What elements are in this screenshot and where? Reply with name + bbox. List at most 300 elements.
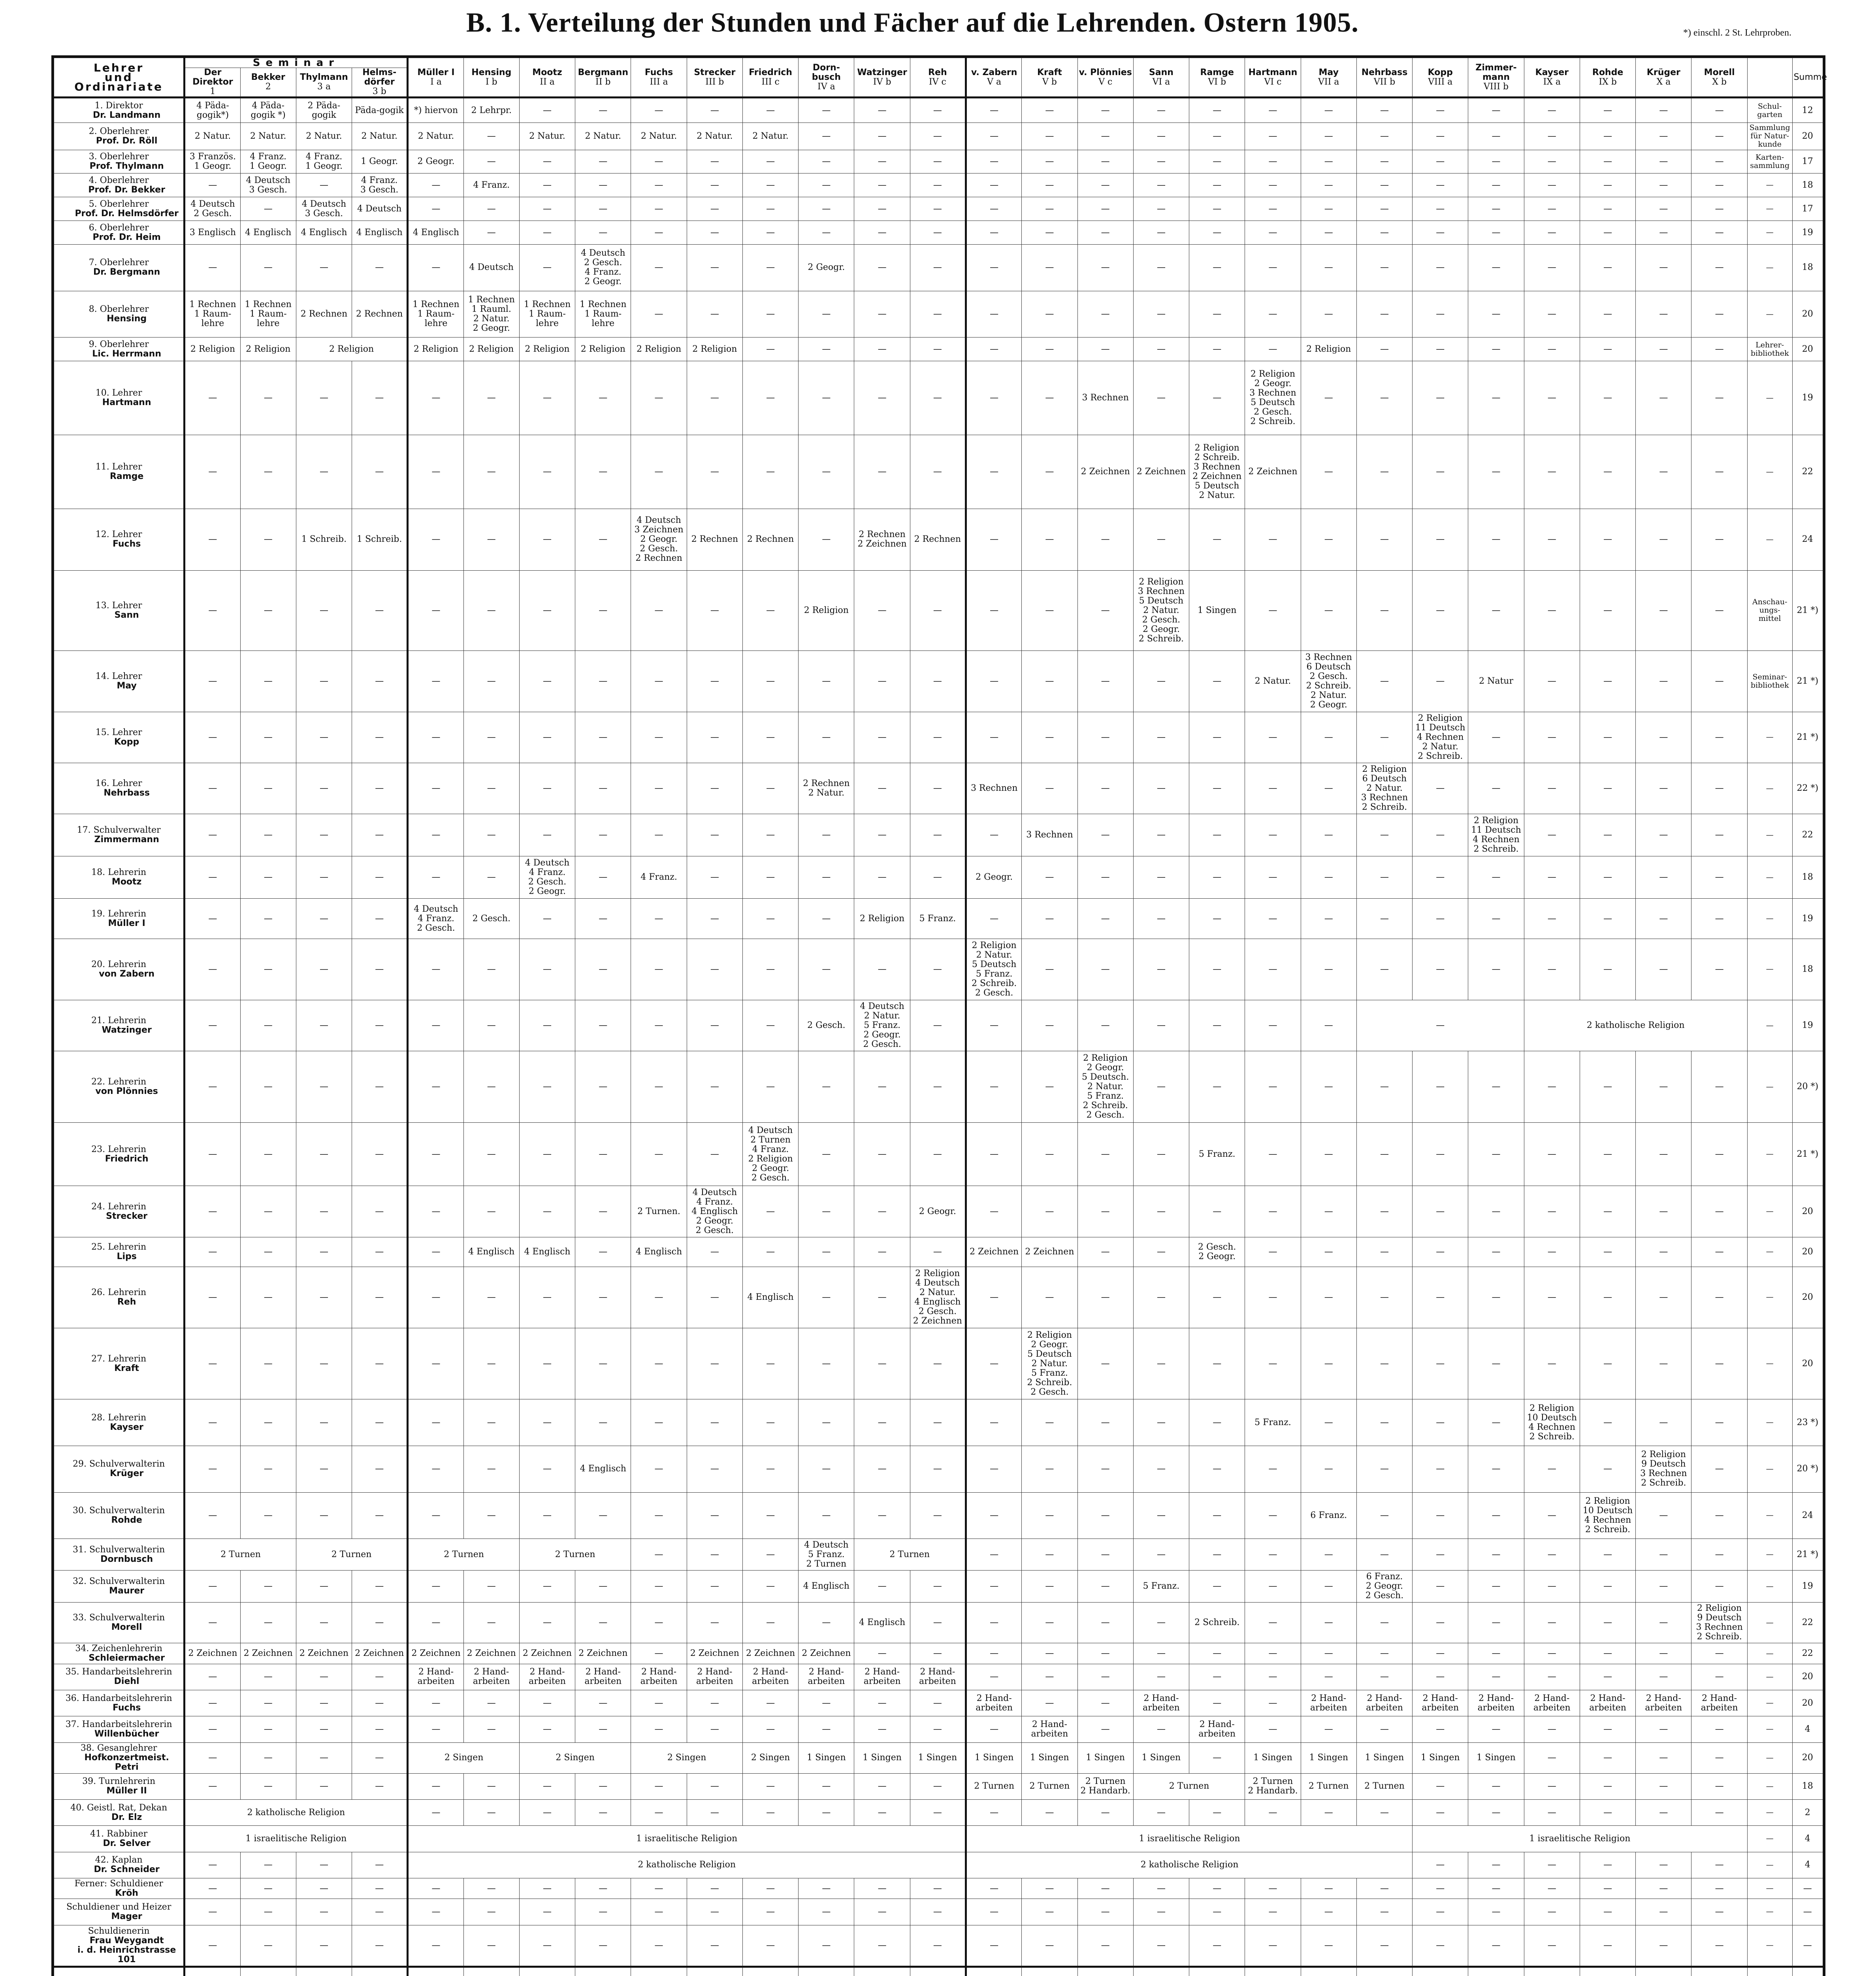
schedule-cell: — xyxy=(575,173,631,197)
schedule-cell: — xyxy=(854,338,910,361)
schedule-cell: — xyxy=(240,1000,296,1051)
schedule-cell: — xyxy=(1413,245,1468,291)
schedule-cell: — xyxy=(1524,509,1580,570)
schedule-cell: — xyxy=(687,150,742,173)
schedule-cell: — xyxy=(1077,1643,1133,1664)
schedule-cell: — xyxy=(1580,1051,1635,1123)
schedule-cell: — xyxy=(1077,1123,1133,1186)
schedule-cell: — xyxy=(1245,245,1301,291)
schedule-cell: 2 Zeichnen xyxy=(519,1643,575,1664)
schedule-cell: — xyxy=(742,856,798,899)
schedule-cell: — xyxy=(1133,221,1189,245)
schedule-cell: — xyxy=(631,650,687,712)
schedule-cell: — xyxy=(966,1399,1022,1446)
class-code: IV a xyxy=(817,81,835,92)
schedule-cell: 2 Hand-arbeiten xyxy=(408,1664,463,1690)
schedule-cell: — xyxy=(575,435,631,509)
seminar-group-header: Seminar xyxy=(185,58,408,68)
schedule-cell: — xyxy=(1580,1602,1635,1643)
teacher-row xyxy=(54,1826,1823,1852)
schedule-cell: — xyxy=(631,939,687,1000)
schedule-cell: — xyxy=(296,650,352,712)
schedule-cell: 2 Hand-arbeiten xyxy=(1468,1690,1524,1716)
schedule-cell: — xyxy=(631,1602,687,1643)
class-code: VI c xyxy=(1264,77,1282,87)
teacher-role: 23. Lehrerin xyxy=(91,1144,147,1154)
schedule-cell: — xyxy=(1022,173,1077,197)
class-code: 1 xyxy=(210,87,216,96)
schedule-cell: — xyxy=(185,1186,240,1237)
schedule-cell: — xyxy=(910,1446,966,1493)
schedule-cell: — xyxy=(463,570,519,650)
schedule-cell: — xyxy=(966,650,1022,712)
teacher-row xyxy=(54,1773,1823,1799)
column-total-cell xyxy=(687,1967,742,1976)
schedule-cell: — xyxy=(519,1602,575,1643)
schedule-cell: — xyxy=(1468,1399,1524,1446)
row-sum-cell: 4 xyxy=(1792,1826,1823,1852)
schedule-cell: — xyxy=(519,1051,575,1123)
schedule-cell: — xyxy=(966,1492,1022,1539)
teacher-label xyxy=(54,1492,185,1539)
class-column-header xyxy=(1636,58,1691,98)
schedule-cell: — xyxy=(1636,814,1691,856)
schedule-cell: 1 Geogr. xyxy=(352,150,408,173)
schedule-cell: — xyxy=(463,1799,519,1825)
schedule-cell: — xyxy=(296,361,352,435)
schedule-cell: 2 Hand-arbeiten xyxy=(1413,1690,1468,1716)
schedule-cell: — xyxy=(1524,1492,1580,1539)
schedule-cell: — xyxy=(1691,1267,1747,1328)
schedule-cell: — xyxy=(1133,361,1189,435)
schedule-cell: — xyxy=(1133,509,1189,570)
row-sum-cell: 20 xyxy=(1792,123,1823,150)
teacher-label xyxy=(54,1690,185,1716)
schedule-cell: — xyxy=(1245,173,1301,197)
schedule-cell: — xyxy=(240,1899,296,1925)
schedule-cell: — xyxy=(742,1539,798,1571)
schedule-cell: — xyxy=(1133,173,1189,197)
schedule-cell: — xyxy=(352,1267,408,1328)
schedule-cell: — xyxy=(1691,939,1747,1000)
schedule-cell: — xyxy=(1356,1899,1412,1925)
schedule-cell: — xyxy=(1077,509,1133,570)
schedule-cell: — xyxy=(1022,899,1077,939)
remarks-cell: — xyxy=(1747,1878,1792,1899)
teacher-role: 15. Lehrer xyxy=(95,727,142,737)
column-total-cell xyxy=(1301,1967,1356,1976)
schedule-cell: — xyxy=(1524,361,1580,435)
schedule-cell: — xyxy=(1413,1237,1468,1267)
schedule-cell: — xyxy=(1133,150,1189,173)
schedule-cell: — xyxy=(575,712,631,763)
schedule-cell: 2 Turnen xyxy=(854,1539,966,1571)
schedule-cell: 4 Englisch xyxy=(240,221,296,245)
schedule-cell: — xyxy=(1022,1799,1077,1825)
schedule-cell: — xyxy=(1245,221,1301,245)
schedule-cell: — xyxy=(1524,197,1580,221)
schedule-cell: — xyxy=(799,856,854,899)
schedule-cell: — xyxy=(854,291,910,338)
remarks-cell: — xyxy=(1747,1267,1792,1328)
schedule-cell: 2 Zeichnen xyxy=(966,1237,1022,1267)
schedule-cell: — xyxy=(1022,1899,1077,1925)
schedule-cell: — xyxy=(1580,1186,1635,1237)
schedule-cell: — xyxy=(799,150,854,173)
schedule-cell: — xyxy=(1524,1742,1580,1773)
schedule-cell: — xyxy=(1245,291,1301,338)
class-code: VI b xyxy=(1208,77,1226,87)
schedule-cell: — xyxy=(408,1799,463,1825)
schedule-cell: — xyxy=(240,899,296,939)
schedule-cell: — xyxy=(575,98,631,123)
schedule-cell: — xyxy=(631,221,687,245)
schedule-cell: — xyxy=(1691,814,1747,856)
schedule-cell: — xyxy=(1468,1492,1524,1539)
schedule-cell: 2 Religion xyxy=(408,338,463,361)
schedule-cell: — xyxy=(1077,338,1133,361)
schedule-cell: — xyxy=(910,361,966,435)
teacher-label xyxy=(54,1602,185,1643)
schedule-cell: 2 Geogr. xyxy=(408,150,463,173)
schedule-cell: — xyxy=(799,1773,854,1799)
remarks-cell: Sammlung für Natur-kunde xyxy=(1747,123,1792,150)
teacher-row xyxy=(54,338,1823,361)
schedule-cell: — xyxy=(687,814,742,856)
schedule-cell: — xyxy=(296,1602,352,1643)
schedule-cell: — xyxy=(185,939,240,1000)
class-column-header xyxy=(1077,58,1133,98)
schedule-cell: — xyxy=(1524,150,1580,173)
schedule-cell: — xyxy=(185,1925,240,1967)
teacher-label xyxy=(54,856,185,899)
schedule-cell: — xyxy=(631,197,687,221)
schedule-cell: — xyxy=(1301,1925,1356,1967)
schedule-cell: — xyxy=(910,221,966,245)
schedule-cell: — xyxy=(1580,1852,1635,1878)
schedule-cell: — xyxy=(799,712,854,763)
schedule-cell: — xyxy=(296,1925,352,1967)
teacher-row xyxy=(54,221,1823,245)
schedule-cell: — xyxy=(1413,1643,1468,1664)
schedule-cell: — xyxy=(408,1899,463,1925)
class-code: VIII b xyxy=(1484,81,1509,92)
schedule-cell: — xyxy=(910,291,966,338)
teacher-name: Ramge xyxy=(109,471,144,482)
class-teacher-name: v. Plönnies xyxy=(1079,67,1132,77)
schedule-cell: — xyxy=(687,221,742,245)
schedule-cell: 2 Rechnen xyxy=(910,509,966,570)
row-sum-cell: 4 xyxy=(1792,1716,1823,1742)
class-teacher-name: Strecker xyxy=(694,67,736,77)
remarks-cell: — xyxy=(1747,1799,1792,1825)
schedule-cell: 2 Geogr. xyxy=(910,1186,966,1237)
schedule-cell: — xyxy=(1580,1267,1635,1328)
schedule-cell: — xyxy=(742,1000,798,1051)
schedule-cell: 1 Rechnen 1 Raum-lehre xyxy=(519,291,575,338)
teacher-role: 3. Oberlehrer xyxy=(89,152,149,162)
teacher-row xyxy=(54,650,1823,712)
teacher-role: 2. Oberlehrer xyxy=(89,126,149,136)
schedule-cell: — xyxy=(854,856,910,899)
schedule-cell: — xyxy=(1413,1852,1468,1878)
column-total-cell xyxy=(910,1967,966,1976)
class-code: I b xyxy=(485,77,497,87)
schedule-cell: — xyxy=(966,712,1022,763)
schedule-cell: — xyxy=(1691,1446,1747,1493)
schedule-cell: — xyxy=(910,245,966,291)
schedule-cell: — xyxy=(854,245,910,291)
schedule-cell: 4 Englisch xyxy=(854,1602,910,1643)
schedule-cell: — xyxy=(1133,1186,1189,1237)
column-total-cell xyxy=(1524,1967,1580,1976)
schedule-cell: — xyxy=(910,1773,966,1799)
schedule-cell: — xyxy=(575,1267,631,1328)
schedule-cell: — xyxy=(1189,763,1245,814)
remarks-cell: — xyxy=(1747,1051,1792,1123)
schedule-cell: — xyxy=(1691,1899,1747,1925)
schedule-cell: 2 Natur. xyxy=(519,123,575,150)
teacher-row xyxy=(54,1492,1823,1539)
schedule-cell: — xyxy=(1636,509,1691,570)
schedule-cell: — xyxy=(408,509,463,570)
teacher-row xyxy=(54,1000,1823,1051)
schedule-cell: 2 katholische Religion xyxy=(966,1852,1413,1878)
column-total-cell xyxy=(1245,1967,1301,1976)
schedule-cell: 4 Deutsch xyxy=(463,245,519,291)
teacher-role: 27. Lehrerin xyxy=(91,1354,147,1364)
schedule-cell: — xyxy=(1301,221,1356,245)
schedule-cell: — xyxy=(1691,1571,1747,1602)
schedule-cell: — xyxy=(240,939,296,1000)
schedule-cell: — xyxy=(966,98,1022,123)
class-column-header xyxy=(1691,58,1747,98)
schedule-cell: — xyxy=(1524,814,1580,856)
schedule-cell: — xyxy=(1301,1237,1356,1267)
seminar-class-header xyxy=(296,68,352,98)
class-teacher-name: Bergmann xyxy=(578,67,628,77)
schedule-cell: — xyxy=(408,1773,463,1799)
schedule-cell: — xyxy=(1468,712,1524,763)
teacher-name: Müller II xyxy=(106,1786,147,1796)
schedule-cell: — xyxy=(1413,150,1468,173)
schedule-cell: — xyxy=(408,173,463,197)
schedule-cell: — xyxy=(352,1328,408,1399)
teacher-role: 42. Kaplan xyxy=(95,1855,143,1865)
schedule-cell: — xyxy=(1189,338,1245,361)
teacher-row xyxy=(54,1602,1823,1643)
schedule-cell: — xyxy=(1022,291,1077,338)
teacher-label xyxy=(54,1852,185,1878)
teacher-label xyxy=(54,1446,185,1493)
schedule-cell: — xyxy=(631,1716,687,1742)
remarks-cell: Lehrer-bibliothek xyxy=(1747,338,1792,361)
schedule-cell: — xyxy=(1580,150,1635,173)
schedule-cell: — xyxy=(1636,1742,1691,1773)
row-sum-cell: 20 xyxy=(1792,1186,1823,1237)
schedule-cell: — xyxy=(1636,1571,1691,1602)
schedule-cell: — xyxy=(1580,338,1635,361)
schedule-cell: — xyxy=(1636,1328,1691,1399)
schedule-cell: — xyxy=(1524,1328,1580,1399)
schedule-cell: — xyxy=(1356,1925,1412,1967)
teacher-label xyxy=(54,570,185,650)
schedule-cell: 2 Religion 10 Deutsch 4 Rechnen 2 Schreib. xyxy=(1580,1492,1635,1539)
row-sum-cell: 20 xyxy=(1792,1237,1823,1267)
row-sum-cell: 20 *) xyxy=(1792,1051,1823,1123)
schedule-cell: — xyxy=(1022,197,1077,221)
schedule-cell: — xyxy=(1413,123,1468,150)
schedule-cell: — xyxy=(1413,1925,1468,1967)
row-sum-cell: 22 *) xyxy=(1792,763,1823,814)
schedule-cell: 4 Englisch xyxy=(463,1237,519,1267)
schedule-cell: — xyxy=(352,763,408,814)
schedule-cell: — xyxy=(854,173,910,197)
schedule-cell: — xyxy=(1691,712,1747,763)
schedule-cell: — xyxy=(742,1899,798,1925)
schedule-cell: — xyxy=(1301,1571,1356,1602)
class-column-header xyxy=(799,58,854,98)
schedule-cell: — xyxy=(1413,338,1468,361)
schedule-cell: — xyxy=(742,435,798,509)
schedule-cell: — xyxy=(910,435,966,509)
schedule-cell: — xyxy=(1468,1602,1524,1643)
schedule-cell: 2 Hand-arbeiten xyxy=(687,1664,742,1690)
schedule-cell: — xyxy=(1245,1690,1301,1716)
schedule-cell: — xyxy=(1636,1602,1691,1643)
class-column-header xyxy=(1356,58,1412,98)
remarks-column-header xyxy=(1747,58,1792,98)
row-sum-cell: 20 xyxy=(1792,1690,1823,1716)
schedule-cell: — xyxy=(1580,1716,1635,1742)
teacher-label xyxy=(54,1051,185,1123)
class-column-header xyxy=(1301,58,1356,98)
schedule-cell: — xyxy=(910,1799,966,1825)
schedule-cell: — xyxy=(1301,939,1356,1000)
class-teacher-name: Hensing xyxy=(471,67,512,77)
schedule-cell: — xyxy=(408,650,463,712)
schedule-cell: — xyxy=(240,1446,296,1493)
teacher-name: von Plönnies xyxy=(95,1086,158,1097)
schedule-cell: — xyxy=(575,1237,631,1267)
teacher-row xyxy=(54,1123,1823,1186)
class-code: I a xyxy=(430,77,442,87)
schedule-cell: — xyxy=(1356,1186,1412,1237)
schedule-cell: — xyxy=(854,1446,910,1493)
schedule-cell: — xyxy=(1468,1123,1524,1186)
schedule-cell: — xyxy=(352,1852,408,1878)
schedule-cell: — xyxy=(854,1051,910,1123)
row-sum-cell: 21 *) xyxy=(1792,1539,1823,1571)
schedule-cell: — xyxy=(575,1925,631,1967)
schedule-cell: — xyxy=(910,570,966,650)
schedule-cell: — xyxy=(742,1925,798,1967)
schedule-cell: — xyxy=(296,1878,352,1899)
schedule-cell: — xyxy=(519,712,575,763)
schedule-cell: — xyxy=(966,1186,1022,1237)
schedule-cell: — xyxy=(910,1492,966,1539)
schedule-cell: — xyxy=(408,1267,463,1328)
schedule-cell: — xyxy=(296,173,352,197)
column-total-cell xyxy=(1580,1967,1635,1976)
teacher-label xyxy=(54,1267,185,1328)
schedule-cell: — xyxy=(352,1492,408,1539)
column-total-cell xyxy=(1636,1967,1691,1976)
schedule-cell: — xyxy=(1077,814,1133,856)
schedule-cell: — xyxy=(1413,1799,1468,1825)
class-teacher-name: Bekker xyxy=(251,72,285,82)
schedule-cell: — xyxy=(631,1000,687,1051)
schedule-cell: — xyxy=(1022,1602,1077,1643)
schedule-cell: — xyxy=(1356,1446,1412,1493)
schedule-cell: — xyxy=(742,1186,798,1237)
schedule-cell: — xyxy=(1413,1716,1468,1742)
row-sum-cell: 20 xyxy=(1792,1742,1823,1773)
schedule-cell: 2 Religion 9 Deutsch 3 Rechnen 2 Schreib. xyxy=(1691,1602,1747,1643)
class-column-header xyxy=(519,58,575,98)
schedule-cell: 2 katholische Religion xyxy=(185,1799,408,1825)
schedule-cell: 1 Singen xyxy=(966,1742,1022,1773)
schedule-cell: — xyxy=(240,712,296,763)
schedule-cell: — xyxy=(408,1446,463,1493)
schedule-cell: — xyxy=(631,570,687,650)
schedule-cell: — xyxy=(1022,1267,1077,1328)
schedule-cell: — xyxy=(966,123,1022,150)
class-column-header xyxy=(854,58,910,98)
teacher-role: 36. Handarbeitslehrerin xyxy=(65,1693,172,1703)
schedule-cell: — xyxy=(966,338,1022,361)
schedule-cell: — xyxy=(519,1399,575,1446)
schedule-cell: — xyxy=(1301,712,1356,763)
schedule-cell: — xyxy=(519,1186,575,1237)
schedule-cell: 2 Turnen xyxy=(408,1539,520,1571)
schedule-cell: — xyxy=(1468,1446,1524,1493)
schedule-cell: — xyxy=(408,1399,463,1446)
schedule-cell: — xyxy=(1245,814,1301,856)
schedule-cell: — xyxy=(1022,856,1077,899)
schedule-cell: — xyxy=(1580,1664,1635,1690)
schedule-cell: — xyxy=(352,570,408,650)
schedule-cell: — xyxy=(1580,1799,1635,1825)
schedule-cell: — xyxy=(687,1799,742,1825)
teacher-label xyxy=(54,221,185,245)
column-total-cell xyxy=(408,1967,463,1976)
schedule-cell: — xyxy=(1022,1123,1077,1186)
teacher-name: Prof. Dr. Helmsdörfer xyxy=(75,208,179,219)
schedule-cell: — xyxy=(1077,1492,1133,1539)
schedule-cell: — xyxy=(687,1602,742,1643)
teacher-row xyxy=(54,1799,1823,1825)
schedule-cell: 2 Religion 2 Geogr. 5 Deutsch 2 Natur. 5 Franz. 2 Schreib. 2 Gesch. xyxy=(1022,1328,1077,1399)
teacher-label xyxy=(54,1878,185,1899)
schedule-cell: — xyxy=(1524,1267,1580,1328)
schedule-cell: — xyxy=(910,1602,966,1643)
teacher-label xyxy=(54,1716,185,1742)
teacher-label xyxy=(54,150,185,173)
schedule-cell: — xyxy=(1245,1899,1301,1925)
teacher-name: Prof. Dr. Röll xyxy=(96,136,158,146)
schedule-cell: — xyxy=(463,150,519,173)
schedule-cell: — xyxy=(1524,1773,1580,1799)
schedule-cell: — xyxy=(1301,570,1356,650)
schedule-cell: — xyxy=(910,1237,966,1267)
schedule-cell: 4 Deutsch 4 Franz. 4 Englisch 2 Geogr. 2 Gesch. xyxy=(687,1186,742,1237)
schedule-cell: — xyxy=(1636,939,1691,1000)
schedule-cell: — xyxy=(463,712,519,763)
schedule-cell: — xyxy=(966,1539,1022,1571)
schedule-cell: — xyxy=(1022,1446,1077,1493)
schedule-cell: — xyxy=(854,1773,910,1799)
